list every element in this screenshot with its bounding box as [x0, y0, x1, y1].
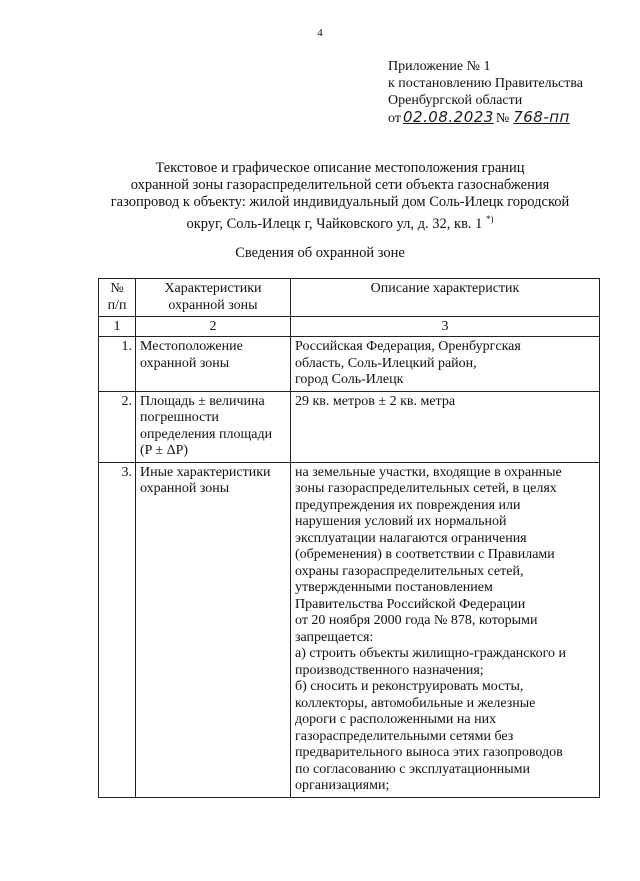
description-line: охраны газораспределительных сетей,	[295, 563, 524, 579]
row-description	[291, 462, 600, 797]
description-line: утвержденными постановлением	[295, 580, 493, 595]
description-line: запрещается:	[295, 629, 374, 645]
handwritten-number: 768-пп	[513, 108, 570, 126]
document-title	[80, 160, 600, 233]
row-characteristic: Площадь ± величина погрешности определения площади (P ± ΔP)	[136, 391, 291, 462]
title-line-4	[80, 211, 600, 233]
column-number: 3	[291, 317, 600, 337]
header-no: № п/п	[99, 279, 136, 317]
description-line: б) сносить и реконструировать мосты,	[295, 679, 524, 694]
footnote-mark: *)	[486, 214, 494, 224]
appendix-line-3: Оренбургской области	[388, 93, 523, 108]
page-number: 4	[317, 27, 323, 39]
description-line: от 20 ноября 2000 года № 878, которыми	[295, 613, 538, 628]
appendix-line-1: Приложение № 1	[388, 59, 491, 74]
description-line: организациями;	[295, 778, 390, 793]
row-description	[291, 391, 600, 462]
description-line: зоны газораспределительных сетей, в целях	[295, 481, 557, 496]
description-line: производственного назначения;	[295, 662, 484, 678]
row-characteristic: Местоположение охранной зоны	[136, 337, 291, 392]
handwritten-date: 02.08.2023	[402, 108, 494, 126]
description-line: (обременения) в соответствии с Правилами	[295, 547, 555, 562]
column-number-row	[99, 317, 600, 337]
table-row	[99, 391, 600, 462]
description-line: дороги с расположенными на них	[295, 712, 497, 727]
description-line: по согласованию с эксплуатационными	[295, 761, 530, 777]
table-row	[99, 337, 600, 392]
description-line: газораспределительными сетями без	[295, 728, 514, 744]
description-line: нарушения условий их нормальной	[295, 514, 507, 529]
date-prefix: от	[388, 111, 401, 126]
row-number: 2.	[99, 391, 136, 462]
description-line: город Соль-Илецк	[295, 372, 404, 387]
appendix-line-2: к постановлению Правительства	[388, 76, 584, 91]
description-line: 29 кв. метров ± 2 кв. метра	[295, 393, 456, 409]
description-line: Российская Федерация, Оренбургская	[295, 339, 521, 354]
title-line-1: Текстовое и графическое описание местоположения границ	[155, 160, 525, 176]
number-prefix: №	[495, 111, 510, 126]
description-line: коллекторы, автомобильные и железные	[295, 695, 536, 711]
section-subtitle: Сведения об охранной зоне	[235, 245, 405, 261]
title-line-4-text: округ, Соль-Илецк г, Чайковского ул, д. 32, кв. 1	[186, 215, 483, 232]
description-line: область, Соль-Илецкий район,	[295, 355, 477, 371]
description-line: Правительства Российской Федерации	[295, 596, 526, 612]
table-header-row	[99, 279, 600, 317]
title-line-3: газопровод к объекту: жилой индивидуальный дом Соль-Илецк городской	[110, 194, 570, 210]
description-line: предупреждения их повреждения или	[295, 497, 521, 513]
row-characteristic: Иные характеристики охранной зоны	[136, 462, 291, 797]
row-number: 3.	[99, 462, 136, 797]
column-number: 2	[136, 317, 291, 337]
zone-info-table	[98, 278, 600, 798]
appendix-date-line	[388, 109, 628, 127]
row-number: 1.	[99, 337, 136, 392]
header-description: Описание характеристик	[291, 279, 600, 317]
description-line: а) строить объекты жилищно-гражданского и	[295, 646, 566, 661]
description-line: предварительного выноса этих газопроводов	[295, 745, 563, 760]
appendix-block	[388, 58, 628, 127]
row-description	[291, 337, 600, 392]
description-line: эксплуатации налагаются ограничения	[295, 530, 527, 546]
column-number: 1	[99, 317, 136, 337]
table-row	[99, 462, 600, 797]
description-line: на земельные участки, входящие в охранные	[295, 464, 562, 480]
title-line-2: охранной зоны газораспределительной сети объекта газоснабжения	[130, 177, 550, 193]
header-characteristics: Характеристики охранной зоны	[136, 279, 291, 317]
